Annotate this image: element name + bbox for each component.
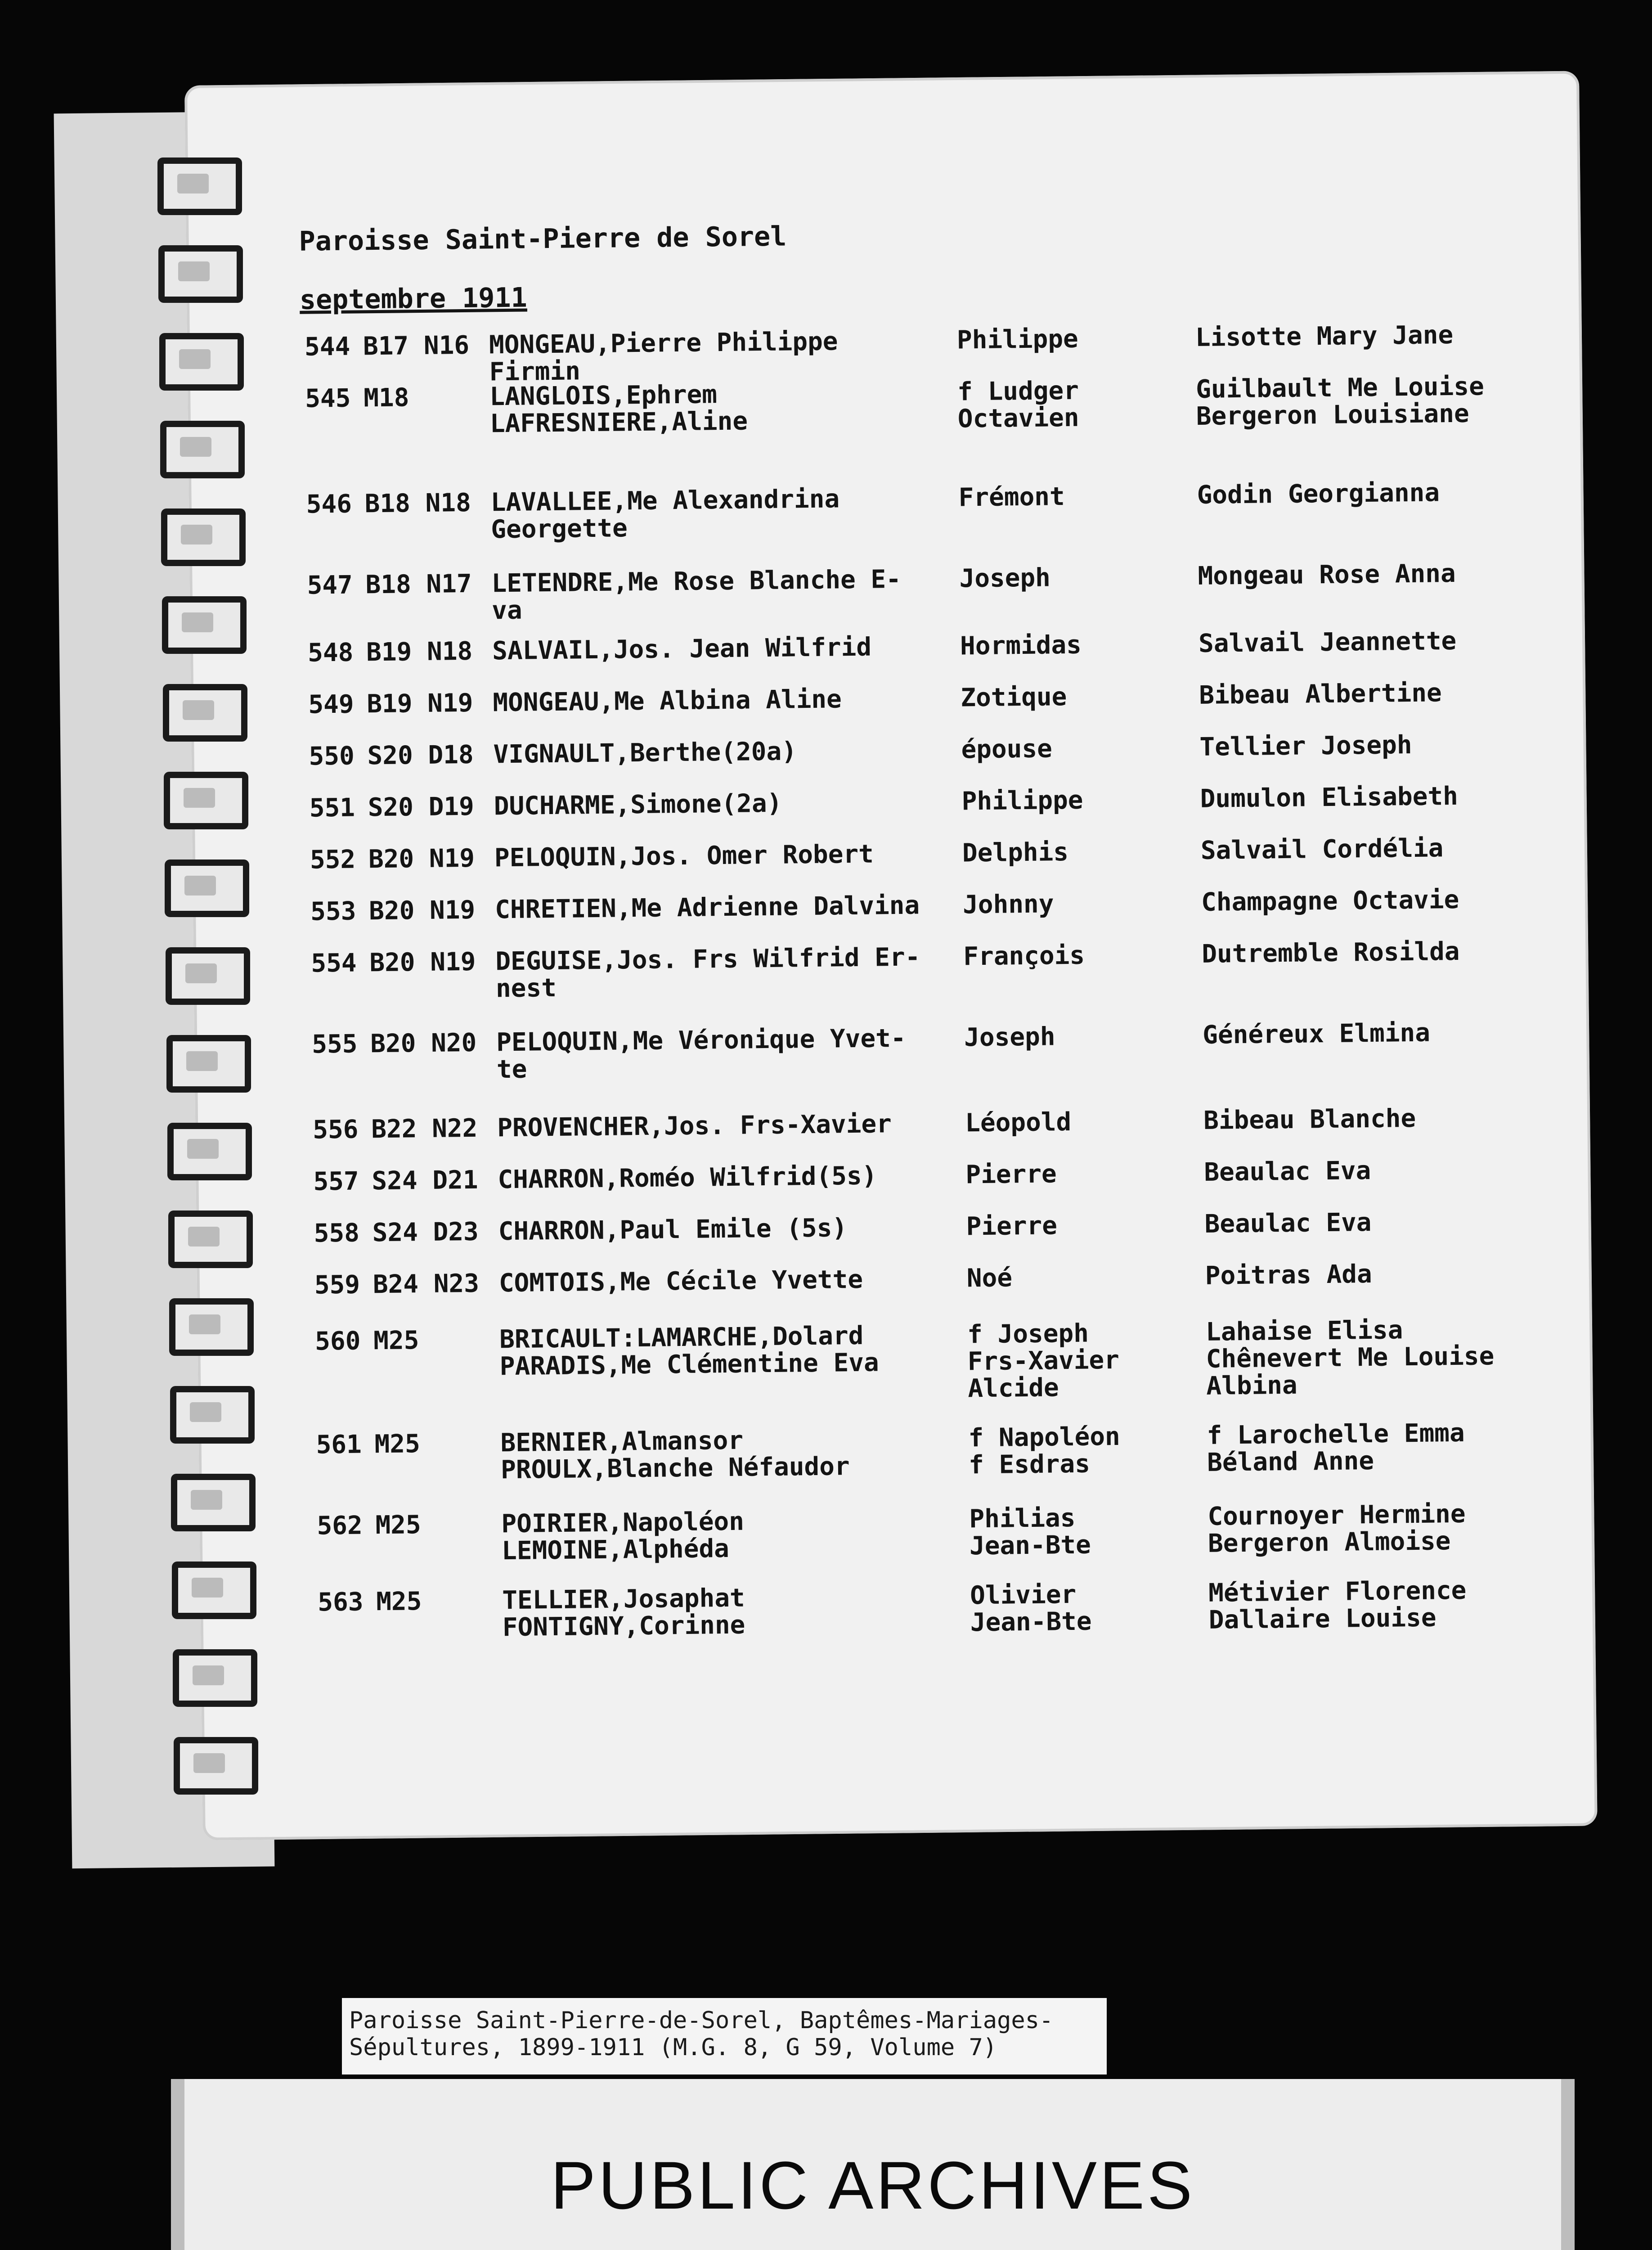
entry-father: Philippe — [956, 324, 1079, 355]
entry-act-code: M25 — [376, 1587, 422, 1617]
entry-act-code: B20 N19 — [368, 895, 476, 926]
entry-father: Philippe — [961, 785, 1083, 816]
entry-name: MONGEAU,Me Albina Aline — [493, 684, 842, 718]
entry-number: 563 — [317, 1587, 364, 1617]
microfilm-caption — [342, 1998, 1107, 2074]
entry-act-code: M25 — [373, 1326, 419, 1356]
entry-name: POIRIER,Napoléon LEMOINE,Alphéda — [501, 1507, 745, 1566]
entry-name: COMTOIS,Me Cécile Yvette — [498, 1264, 863, 1298]
entry-father: François — [963, 940, 1085, 972]
entry-father: Joseph — [964, 1022, 1055, 1053]
entry-act-code: S20 D18 — [367, 740, 474, 771]
register-entry — [311, 1418, 1535, 1485]
entry-act-code: B18 N18 — [364, 488, 471, 519]
entry-mother: Beaulac Eva — [1204, 1207, 1372, 1239]
entry-father: Noé — [966, 1263, 1013, 1293]
register-entry — [310, 1259, 1534, 1300]
entry-mother: Champagne Octavie — [1201, 885, 1459, 917]
register-entry — [307, 1018, 1531, 1084]
entry-act-code: B18 N17 — [365, 569, 472, 600]
entry-act-code: B22 N22 — [371, 1113, 478, 1144]
register-entry — [304, 730, 1528, 771]
entry-number: 562 — [317, 1511, 363, 1541]
register-entry — [301, 478, 1525, 544]
entry-number: 557 — [313, 1166, 359, 1197]
entry-number: 551 — [309, 793, 355, 823]
entry-name: CHARRON,Paul Emile (5s) — [498, 1213, 848, 1246]
entry-name: BERNIER,Almansor PROULX,Blanche Néfaudor — [500, 1426, 850, 1485]
entry-number: 556 — [312, 1115, 359, 1145]
entry-name: VIGNAULT,Berthe(20a) — [493, 737, 797, 770]
entry-mother: Salvail Jeannette — [1198, 626, 1457, 658]
register-entry — [303, 626, 1527, 668]
entry-number: 558 — [314, 1218, 360, 1248]
entry-mother: Godin Georgianna — [1197, 478, 1440, 510]
entry-mother: Mongeau Rose Anna — [1198, 558, 1456, 591]
entry-number: 555 — [311, 1029, 358, 1059]
caption-line-2: Sépultures, 1899-1911 (M.G. 8, G 59, Volume 7) — [349, 2034, 997, 2061]
entry-father: épouse — [961, 734, 1053, 765]
entry-mother: Tellier Joseph — [1199, 730, 1412, 762]
entry-act-code: S24 D21 — [372, 1165, 478, 1196]
entry-name: TELLIER,Josaphat FONTIGNY,Corinne — [502, 1583, 745, 1642]
register-entry — [310, 1315, 1534, 1404]
entry-father: Delphis — [962, 837, 1069, 868]
entry-name: CHRETIEN,Me Adrienne Dalvina — [494, 891, 920, 925]
entry-number: 552 — [310, 845, 356, 875]
entry-name: DEGUISE,Jos. Frs Wilfrid Er- nest — [495, 942, 920, 1004]
entry-father: Olivier Jean-Bte — [970, 1580, 1092, 1638]
entry-father: Léopold — [965, 1107, 1072, 1138]
entry-father: Philias Jean-Bte — [969, 1503, 1091, 1561]
entry-mother: Cournoyer Hermine Bergeron Almoise — [1208, 1499, 1466, 1558]
entry-father: f Napoléon f Esdras — [968, 1422, 1121, 1480]
register-entry — [313, 1575, 1537, 1642]
register-entry — [312, 1499, 1536, 1566]
entry-father: Hormidas — [960, 630, 1082, 661]
entry-mother: Généreux Elmina — [1202, 1018, 1431, 1050]
archives-card — [171, 2079, 1575, 2250]
entry-number: 559 — [314, 1270, 360, 1300]
entry-act-code: S20 D19 — [368, 792, 475, 823]
register-entry — [308, 1103, 1532, 1145]
entry-act-code: M18 — [363, 383, 409, 413]
entry-number: 546 — [306, 489, 352, 519]
entry-name: CHARRON,Roméo Wilfrid(5s) — [498, 1161, 877, 1195]
entry-act-code: S24 D23 — [372, 1217, 479, 1248]
entry-mother: Dumulon Elisabeth — [1200, 781, 1459, 814]
entry-mother: Lisotte Mary Jane — [1195, 320, 1454, 352]
entry-name: LANGLOIS,Ephrem LAFRESNIERE,Aline — [489, 380, 748, 439]
entry-act-code: B20 N20 — [370, 1028, 477, 1059]
entry-number: 548 — [307, 638, 354, 668]
entry-act-code: B24 N23 — [373, 1269, 480, 1300]
entry-act-code: M25 — [375, 1510, 421, 1540]
entry-name: DUCHARME,Simone(2a) — [494, 788, 782, 821]
caption-line-1: Paroisse Saint-Pierre-de-Sorel, Baptêmes-Mariages- — [349, 2007, 1054, 2034]
entry-mother: Poitras Ada — [1205, 1259, 1372, 1291]
entry-act-code: B19 N18 — [366, 636, 473, 667]
entry-father: Pierre — [965, 1159, 1057, 1190]
entry-act-code: B17 N16 — [363, 330, 470, 361]
entry-name: MONGEAU,Pierre Philippe Firmin — [489, 327, 838, 387]
entry-mother: Salvail Cordélia — [1200, 833, 1444, 865]
entry-name: LETENDRE,Me Rose Blanche E- va — [491, 564, 902, 626]
entry-father: f Joseph Frs-Xavier Alcide — [967, 1318, 1120, 1404]
entry-father: f Ludger Octavien — [957, 376, 1079, 434]
entry-name: PELOQUIN,Me Véronique Yvet- te — [496, 1023, 906, 1084]
entry-number: 549 — [308, 689, 354, 720]
entry-mother: Guilbault Me Louise Bergeron Louisiane — [1195, 372, 1485, 431]
entry-name: SALVAIL,Jos. Jean Wilfrid — [492, 632, 872, 666]
register-entry — [300, 320, 1524, 387]
entry-father: Zotique — [960, 682, 1067, 713]
month-heading: septembre 1911 — [299, 282, 528, 316]
entry-number: 544 — [304, 332, 350, 362]
entry-mother: Bibeau Albertine — [1199, 678, 1442, 710]
register-entry — [304, 678, 1527, 720]
entry-name: PROVENCHER,Jos. Frs-Xavier — [497, 1109, 892, 1143]
entry-father: Pierre — [966, 1211, 1058, 1242]
entry-name: PELOQUIN,Jos. Omer Robert — [494, 839, 874, 873]
parish-heading: Paroisse Saint-Pierre de Sorel — [299, 220, 787, 257]
register-entry — [306, 936, 1530, 1004]
register-entry — [305, 781, 1528, 823]
register-entry — [302, 558, 1526, 626]
entry-father: Johnny — [962, 889, 1054, 920]
register-entries — [300, 321, 1538, 1674]
entry-father: Joseph — [959, 563, 1051, 594]
entry-act-code: B20 N19 — [368, 843, 475, 874]
entry-mother: f Larochelle Emma Béland Anne — [1207, 1418, 1465, 1477]
entry-act-code: B20 N19 — [369, 947, 476, 978]
entry-number: 561 — [316, 1430, 362, 1460]
entry-mother: Métivier Florence Dallaire Louise — [1208, 1575, 1467, 1635]
register-entry — [305, 833, 1529, 875]
entry-number: 547 — [307, 570, 353, 600]
entry-number: 560 — [314, 1326, 361, 1356]
register-entry — [309, 1156, 1532, 1197]
entry-act-code: B19 N19 — [367, 688, 473, 719]
entry-number: 550 — [309, 741, 355, 771]
entry-mother: Bibeau Blanche — [1203, 1103, 1416, 1135]
entry-mother: Lahaise Elisa Chênevert Me Louise Albina — [1205, 1315, 1495, 1401]
entry-name: LAVALLEE,Me Alexandrina Georgette — [490, 484, 840, 544]
entry-number: 545 — [305, 383, 351, 414]
entry-mother: Dutremble Rosilda — [1201, 936, 1460, 969]
entry-mother: Beaulac Eva — [1204, 1156, 1371, 1187]
entry-name: BRICAULT:LAMARCHE,Dolard PARADIS,Me Clémentine Eva — [499, 1321, 879, 1382]
archives-english-title: PUBLIC ARCHIVES — [550, 2147, 1195, 2223]
entry-father: Frémont — [958, 482, 1065, 513]
entry-act-code: M25 — [374, 1429, 421, 1459]
register-entry — [309, 1207, 1533, 1248]
entry-number: 553 — [310, 896, 356, 927]
register-entry — [306, 885, 1530, 927]
entry-number: 554 — [311, 948, 357, 978]
